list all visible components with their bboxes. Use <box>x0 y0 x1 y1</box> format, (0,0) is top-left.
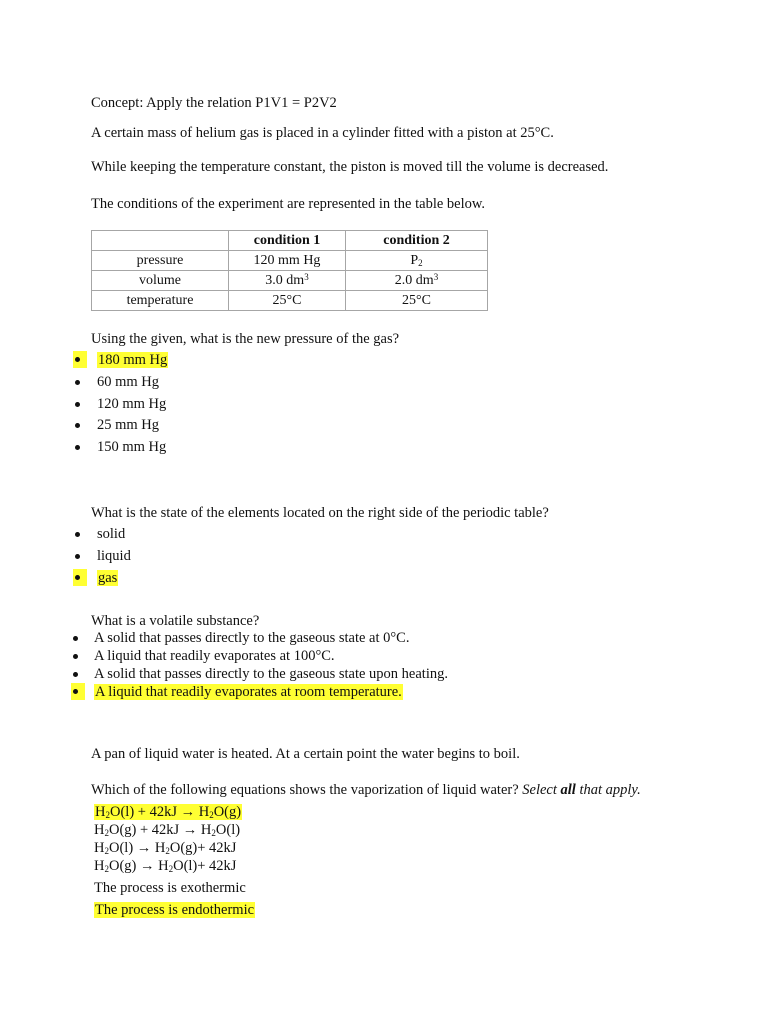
q4-option-exothermic: The process is exothermic <box>94 880 246 896</box>
equation-part: O(g) → H <box>108 858 169 874</box>
q1-option-5: 150 mm Hg <box>97 439 167 455</box>
q1-option-4: 25 mm Hg <box>97 417 160 433</box>
table-cell: 25°C <box>346 291 488 311</box>
subscript: 2 <box>104 864 109 874</box>
equation-part: O(g) + 42kJ → H <box>108 822 212 838</box>
question-emphasis: all <box>560 782 576 798</box>
q4-equation-2 <box>94 821 240 839</box>
table-header-cell <box>92 231 229 251</box>
equation-part: O(g)+ 42kJ <box>169 840 237 856</box>
bullet-icon <box>75 554 80 559</box>
cell-text: P <box>410 252 419 268</box>
question-1: Using the given, what is the new pressure of the gas? <box>91 331 400 347</box>
q3-option-1: A solid that passes directly to the gaseous state at 0°C. <box>94 630 410 646</box>
q3-option-3: A solid that passes directly to the gaseous state upon heating. <box>94 666 448 682</box>
question-4 <box>91 781 641 799</box>
bullet-icon <box>73 569 87 586</box>
cell-text: 3.0 dm <box>265 272 305 288</box>
question-text: that apply. <box>575 782 641 798</box>
bullet-icon <box>71 683 85 700</box>
subscript: 2 <box>165 846 170 856</box>
bullet-icon <box>75 423 80 428</box>
option-text: gas <box>98 570 118 586</box>
bullet-icon <box>73 672 78 677</box>
question-instruction <box>522 782 640 798</box>
equation-part: H <box>94 840 105 856</box>
question-4-intro: A pan of liquid water is heated. At a certain point the water begins to boil. <box>91 746 520 762</box>
conditions-table <box>91 230 488 311</box>
option-text: 180 mm Hg <box>98 352 168 368</box>
equation-text <box>94 804 242 820</box>
q2-option-2: liquid <box>97 548 131 564</box>
superscript: 3 <box>433 271 439 282</box>
cell-text: 2.0 dm <box>394 272 434 288</box>
q3-option-4 <box>94 683 403 701</box>
table-cell: temperature <box>92 291 229 311</box>
bullet-icon <box>75 445 80 450</box>
table-header-cell: condition 1 <box>229 231 346 251</box>
option-text: A liquid that readily evaporates at room temperature. <box>95 684 402 700</box>
bullet-icon <box>73 654 78 659</box>
question-3: What is a volatile substance? <box>91 613 260 629</box>
table-cell: 120 mm Hg <box>229 251 346 271</box>
subscript: 2 <box>211 828 216 838</box>
bullet-icon <box>75 402 80 407</box>
bullet-icon <box>73 351 87 368</box>
table-cell <box>229 271 346 291</box>
intro-paragraph-3: The conditions of the experiment are represented in the table below. <box>91 196 486 212</box>
subscript: 2 <box>418 257 423 268</box>
table-row <box>92 271 488 291</box>
q1-option-1 <box>97 351 168 369</box>
q3-option-2: A liquid that readily evaporates at 100°C. <box>94 648 335 664</box>
bullet-icon <box>75 380 80 385</box>
q2-option-3 <box>97 569 118 587</box>
question-text: Select <box>522 782 561 798</box>
option-text: The process is endothermic <box>95 902 255 918</box>
subscript: 2 <box>168 864 174 874</box>
q4-equation-1 <box>94 803 242 821</box>
q4-equation-4 <box>94 857 236 875</box>
table-header-cell: condition 2 <box>346 231 488 251</box>
table-cell: volume <box>92 271 229 291</box>
bullet-icon <box>73 636 78 641</box>
q2-option-1: solid <box>97 526 126 542</box>
equation-part: O(l) → H <box>108 840 166 856</box>
intro-paragraph-2: While keeping the temperature constant, the piston is moved till the volume is decreased. <box>91 159 609 175</box>
equation-part: O(g) <box>213 804 242 820</box>
concept-line: Concept: Apply the relation P1V1 = P2V2 <box>91 95 337 111</box>
equation-part: O(l) + 42kJ → H <box>109 804 210 820</box>
table-cell <box>346 271 488 291</box>
table-cell <box>346 251 488 271</box>
table-cell: 25°C <box>229 291 346 311</box>
question-2: What is the state of the elements located on the right side of the periodic table? <box>91 505 549 521</box>
table-row <box>92 251 488 271</box>
superscript: 3 <box>304 271 309 282</box>
q4-equation-3 <box>94 839 236 857</box>
intro-paragraph: A certain mass of helium gas is placed in a cylinder fitted with a piston at 25°C. <box>91 125 554 141</box>
equation-part: O(l) <box>215 822 241 838</box>
subscript: 2 <box>104 846 109 856</box>
bullet-icon <box>75 532 80 537</box>
q4-option-endothermic <box>94 901 255 919</box>
subscript: 2 <box>105 810 110 820</box>
equation-part: H <box>95 804 106 820</box>
subscript: 2 <box>104 828 109 838</box>
q1-option-3: 120 mm Hg <box>97 396 167 412</box>
equation-part: O(l)+ 42kJ <box>173 858 237 874</box>
subscript: 2 <box>209 810 214 820</box>
equation-part: H <box>94 858 105 874</box>
table-cell: pressure <box>92 251 229 271</box>
table-row <box>92 291 488 311</box>
question-text: Which of the following equations shows the vaporization of liquid water? <box>91 782 523 798</box>
q1-option-2: 60 mm Hg <box>97 374 160 390</box>
table-header-row <box>92 231 488 251</box>
equation-part: H <box>94 822 105 838</box>
